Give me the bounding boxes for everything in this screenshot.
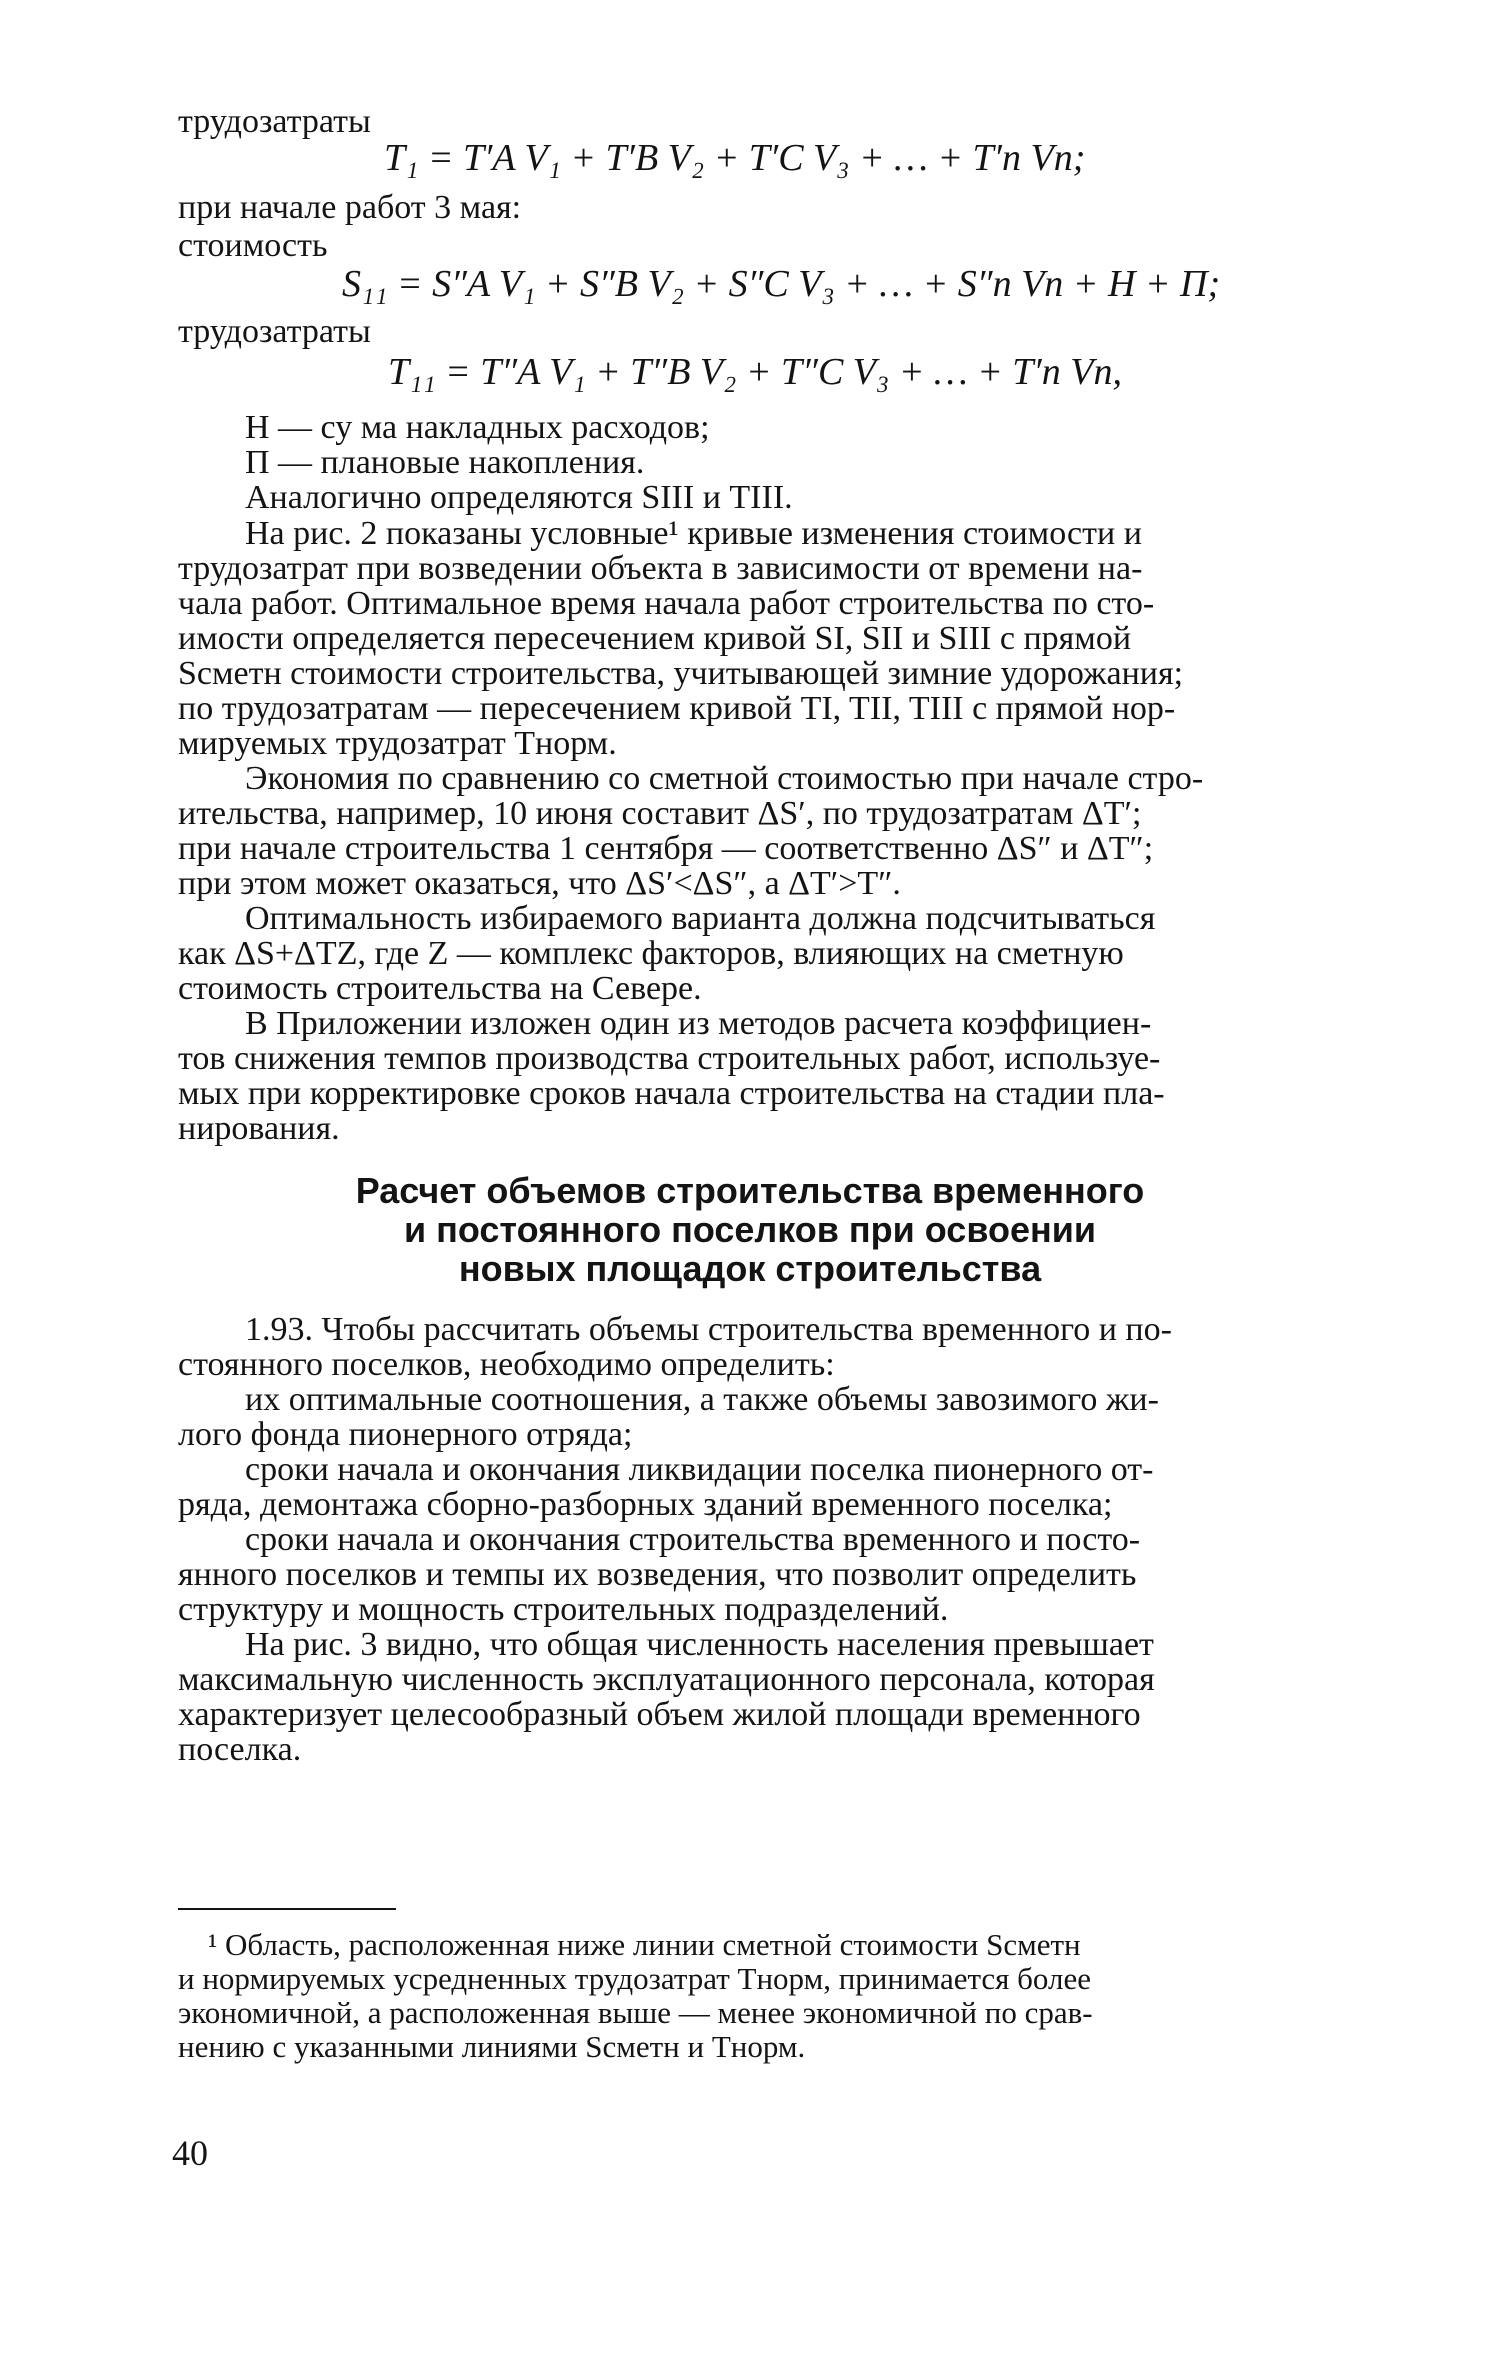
text-line: по трудозатратам — пересечением кривой TI, TII, TIII с прямой нор- (178, 690, 1176, 727)
text-line: сроки начала и окончания ликвидации поселка пионерного от- (245, 1451, 1154, 1488)
text-line: нирования. (178, 1110, 340, 1147)
text-line: Экономия по сравнению со сметной стоимостью при начале стро- (245, 760, 1204, 797)
text-line: стоимость (178, 227, 328, 264)
text-line: как ΔS+ΔTZ, где Z — комплекс факторов, влияющих на сметную (178, 935, 1124, 972)
text-line: Аналогично определяются SIII и TIII. (245, 479, 793, 516)
text-line: 1.93. Чтобы рассчитать объемы строительства временного и по- (245, 1311, 1172, 1348)
formula-cost-ii: S₁₁ = S″A V₁ + S″B V₂ + S″C V₃ + … + S″n Vn + H + П; (342, 263, 1221, 305)
text-line: мых при корректировке сроков начала строительства на стадии пла- (178, 1075, 1165, 1112)
formula-labor-costs-i: T₁ = T′A V₁ + T′B V₂ + T′C V₃ + … + T′n Vn; (384, 137, 1086, 179)
formula-labor-costs-ii: T₁₁ = T″A V₁ + T″B V₂ + T″C V₃ + … + T′n Vn, (388, 351, 1122, 393)
text-line: стоимость строительства на Севере. (178, 970, 702, 1007)
footnote-line: ¹ Область, расположенная ниже линии сметной стоимости Sсметн (208, 1927, 1081, 1962)
text-line: На рис. 2 показаны условные¹ кривые изменения стоимости и (245, 515, 1142, 552)
text-line: П — плановые накопления. (245, 444, 645, 481)
text-line: при начале строительства 1 сентября — соответственно ΔS″ и ΔT″; (178, 830, 1154, 867)
text-line: мируемых трудозатрат Tнорм. (178, 725, 617, 762)
text-line: трудозатрат при возведении объекта в зависимости от времени на- (178, 550, 1143, 587)
text-line: Оптимальность избираемого варианта должна подсчитываться (245, 900, 1156, 937)
footnote-line: экономичной, а расположенная выше — менее экономичной по срав- (178, 1995, 1093, 2030)
text-line: характеризует целесообразный объем жилой площади временного (178, 1696, 1141, 1733)
text-line: H — су ма накладных расходов; (245, 409, 710, 446)
text-line: структуру и мощность строительных подразделений. (178, 1591, 949, 1628)
text-line: трудозатраты (178, 103, 371, 140)
text-line: сроки начала и окончания строительства временного и посто- (245, 1521, 1141, 1558)
text-line: при этом может оказаться, что ΔS′<ΔS″, а ΔT′>T″. (178, 865, 901, 902)
text-line: имости определяется пересечением кривой SI, SII и SIII с прямой (178, 620, 1132, 657)
text-line: лого фонда пионерного отряда; (178, 1416, 633, 1453)
text-line: янного поселков и темпы их возведения, что позволит определить (178, 1556, 1137, 1593)
text-line: На рис. 3 видно, что общая численность населения превышает (245, 1626, 1154, 1663)
text-line: ряда, демонтажа сборно-разборных зданий временного поселка; (178, 1486, 1113, 1523)
text-line: их оптимальные соотношения, а также объемы завозимого жи- (245, 1381, 1159, 1418)
text-line: чала работ. Оптимальное время начала работ строительства по сто- (178, 585, 1155, 622)
footnote-divider (178, 1908, 396, 1910)
text-line: при начале работ 3 мая: (178, 189, 522, 226)
text-line: максимальную численность эксплуатационного персонала, которая (178, 1661, 1155, 1698)
footnote-line: нению с указанными линиями Sсметн и Tнорм. (178, 2029, 806, 2064)
footnote-line: и нормируемых усредненных трудозатрат Tнорм, принимается более (178, 1961, 1092, 1996)
section-heading-line: Расчет объемов строительства временного (355, 1170, 1145, 1211)
text-line: тов снижения темпов производства строительных работ, используе- (178, 1040, 1161, 1077)
text-line: стоянного поселков, необходимо определить: (178, 1346, 835, 1383)
section-heading-line: новых площадок строительства (458, 1248, 1042, 1289)
page-number: 40 (172, 2133, 208, 2173)
text-line: Sсметн стоимости строительства, учитывающей зимние удорожания; (178, 655, 1184, 692)
text-line: В Приложении изложен один из методов расчета коэффициен- (245, 1005, 1152, 1042)
text-line: ительства, например, 10 июня составит ΔS′, по трудозатратам ΔT′; (178, 795, 1142, 832)
text-line: поселка. (178, 1731, 302, 1768)
section-heading-line: и постоянного поселков при освоении (404, 1209, 1096, 1250)
text-line: трудозатраты (178, 313, 371, 350)
